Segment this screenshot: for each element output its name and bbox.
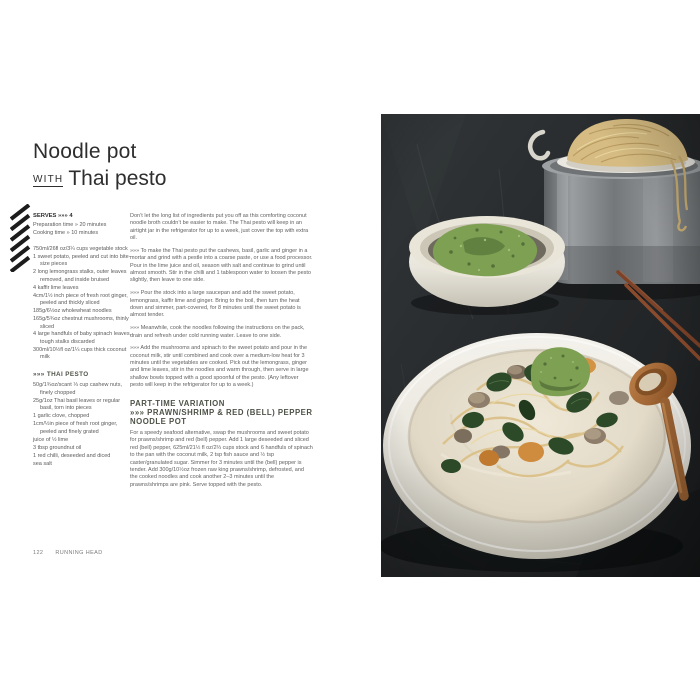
thai-pesto-heading: »»» THAI PESTO [33,370,89,378]
method-step: »»» Add the mushrooms and spinach to the sweet potato and pour in the coconut milk, stir until combined and cook over a medium-low heat for 3 minutes until the vegetables are cooked. Pick out the lemongrass, ginger and lime leaves, stir in the noodles and warm through, then serve in large shallow bowls topped with a good spoonful of the pesto. (Any leftover pesto will keep in the refrigerator for up to a week.) [130,345,309,389]
method-step: »»» Pour the stock into a large saucepan and add the sweet potato, lemongrass, kaffir lime and ginger. Bring to the boil, then turn the heat down and simmer, part-covered, for 8 minutes until the sweet potato is almost tender. [130,290,301,319]
recipe-title-line2 [33,167,166,191]
serves-value: 4 [69,213,73,219]
page-number: 122 [33,550,44,556]
serves-line [33,213,132,221]
running-head: RUNNING HEAD [55,550,103,556]
ingredient-item: 300ml/10½fl oz/1¼ cups thick coconut milk [33,346,127,361]
pesto-ingredient-list [33,382,132,468]
ingredient-item: 1 sweet potato, peeled and cut into bite-size pieces [33,253,131,268]
variation-body: For a speedy seafood alternative, swap the mushrooms and sweet potato for prawns/shrimp and red (bell) pepper. Add 1 large deseeded and sliced red (bell) pepper, 625ml/21½ fl oz/2⅔ cups stock and 6 handfuls of spinach to the pan with the coconut milk, 2 tsp fish sauce and ½ tsp caster/granulated sugar. Simmer for 3 minutes until the (bell) pepper is tender. Add 300g/10½oz frozen raw king prawns/shrimp, defrosted, and the cooked noodles and cook another 2–3 minutes until the prawns/shrimps are pink. Serve topped with the pesto. [130,430,313,488]
ingredient-item: juice of ½ lime [33,436,69,443]
vignette-overlay [381,114,700,577]
ingredient-item: 4 kaffir lime leaves [33,284,79,291]
recipe-title-subject: Thai pesto [68,167,167,190]
ingredient-item: sea salt [33,460,52,467]
ingredient-item: 1cm/½in piece of fresh root ginger, peeled and finely grated [33,421,118,435]
serves-marker: »»» [58,213,68,219]
ingredient-item: 4 large handfuls of baby spinach leaves, tough stalks discarded [33,331,132,345]
recipe-title-line1: Noodle pot [33,140,137,163]
method-intro: Don’t let the long list of ingredients put you off as this comforting coconut noodle broth couldn’t be easier to make. The Thai pesto will keep in an airtight jar in the refrigerator for up to a week, just cover the top with extra oil. [130,213,309,242]
method-step: »»» To make the Thai pesto put the cashews, basil, garlic and ginger in a mortar and grind with a pestle into a coarse paste, or use a food processor. Pour in the lime juice and oil, season with salt and continue to grind until almost smooth. Stir in the chilli and 1 tablespoon water to loosen the pesto slightly, then leave to one side. [130,247,313,284]
chevron-stripes-icon [10,204,32,272]
variation-heading-line3: NOODLE POT [130,416,187,426]
cook-time: Cooking time » 10 minutes [33,230,99,237]
method-step: »»» Meanwhile, cook the noodles following the instructions on the pack, drain and refresh under cold running water. Leave to one side. [130,325,305,339]
ingredient-item: 25g/1oz Thai basil leaves or regular basil, torn into pieces [33,397,121,412]
variation-heading-line1: PART-TIME VARIATION [130,398,225,408]
recipe-title [33,140,166,191]
ingredient-item: 165g/5¾oz chestnut mushrooms, thinly sliced [33,316,129,330]
ingredient-item: 750ml/26fl oz/3¼ cups vegetable stock [33,245,128,252]
ingredient-item: 3 tbsp groundnut oil [33,444,82,451]
ingredient-item: 185g/6½oz wholewheat noodles [33,308,112,315]
ingredient-item: 2 long lemongrass stalks, outer leaves removed, and inside bruised [33,269,127,283]
ingredient-item: 1 red chilli, deseeded and diced [33,452,111,459]
method-column [130,213,313,494]
ingredient-item: 4cm/1½ inch piece of fresh root ginger, peeled and thickly sliced [33,292,128,307]
variation-heading-line2: »»» PRAWN/SHRIMP & RED (BELL) PEPPER [130,407,313,417]
variation-heading [130,399,313,427]
recipe-photo [381,114,700,577]
ingredients-column [33,213,132,469]
serves-label: SERVES [33,213,57,219]
prep-time: Preparation time » 20 minutes [33,221,107,228]
noodle-pot-photo-illustration [381,114,700,577]
recipe-title-with-word: WITH [33,174,64,185]
ingredient-item: 1 garlic clove, chopped [33,413,90,420]
ingredient-list [33,246,132,362]
page-footer [33,550,103,556]
ingredient-item: 50g/1¾oz/scant ⅓ cup cashew nuts, finely chopped [33,382,122,396]
